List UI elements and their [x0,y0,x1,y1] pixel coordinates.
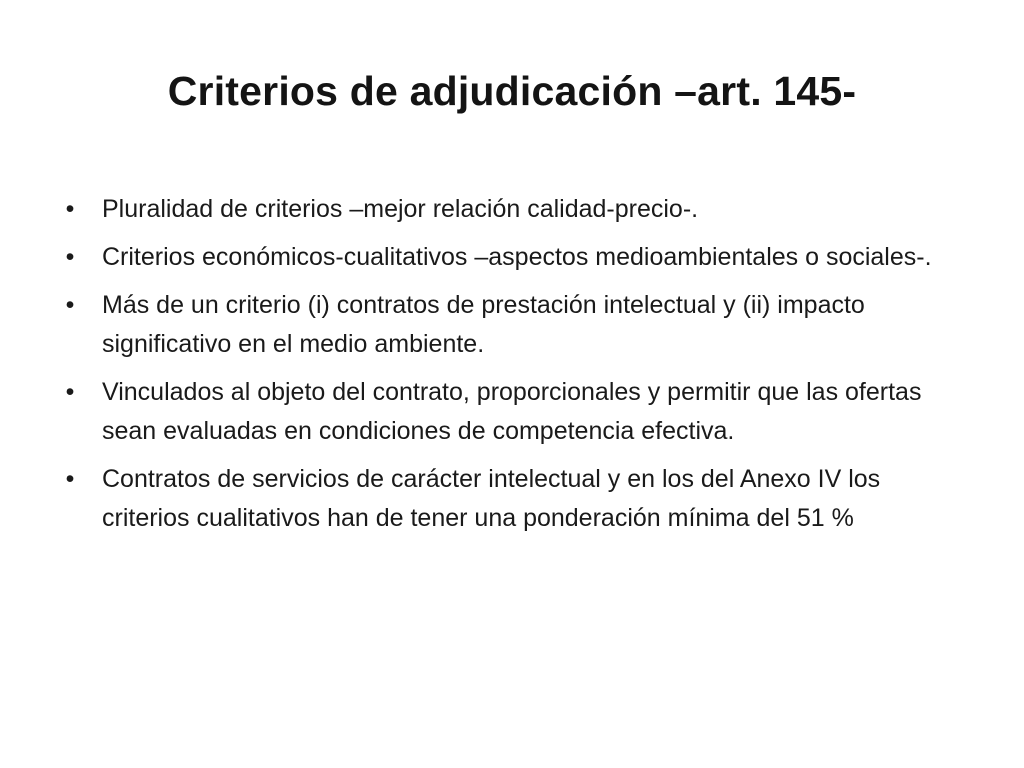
bullet-icon: • [65,243,75,271]
bullet-text: Criterios económicos-cualitativos –aspectos medioambientales o sociales-. [102,243,932,271]
bullet-text: Pluralidad de criterios –mejor relación calidad-precio-. [102,195,699,223]
slide-title: Criterios de adjudicación –art. 145- [167,68,857,114]
bullet-text: Contratos de servicios de carácter intelectual y en los del Anexo IV los criterios cualitativos han de tener una ponderación mínima del 51 % [102,465,881,532]
bullet-icon: • [65,291,75,319]
bullet-icon: • [65,465,75,493]
bullet-icon: • [65,378,75,406]
bullet-item [58,373,958,451]
bullet-text: Vinculados al objeto del contrato, proporcionales y permitir que las ofertas sean evaluadas en condiciones de competencia efectiva. [102,378,922,445]
bullet-item [58,286,958,364]
bullet-item [58,460,958,538]
bullet-text: Más de un criterio (i) contratos de prestación intelectual y (ii) impacto significativo en el medio ambiente. [102,291,865,358]
bullet-item [58,190,958,229]
bullet-list [58,190,958,547]
bullet-icon: • [65,195,75,223]
bullet-item [58,238,958,277]
